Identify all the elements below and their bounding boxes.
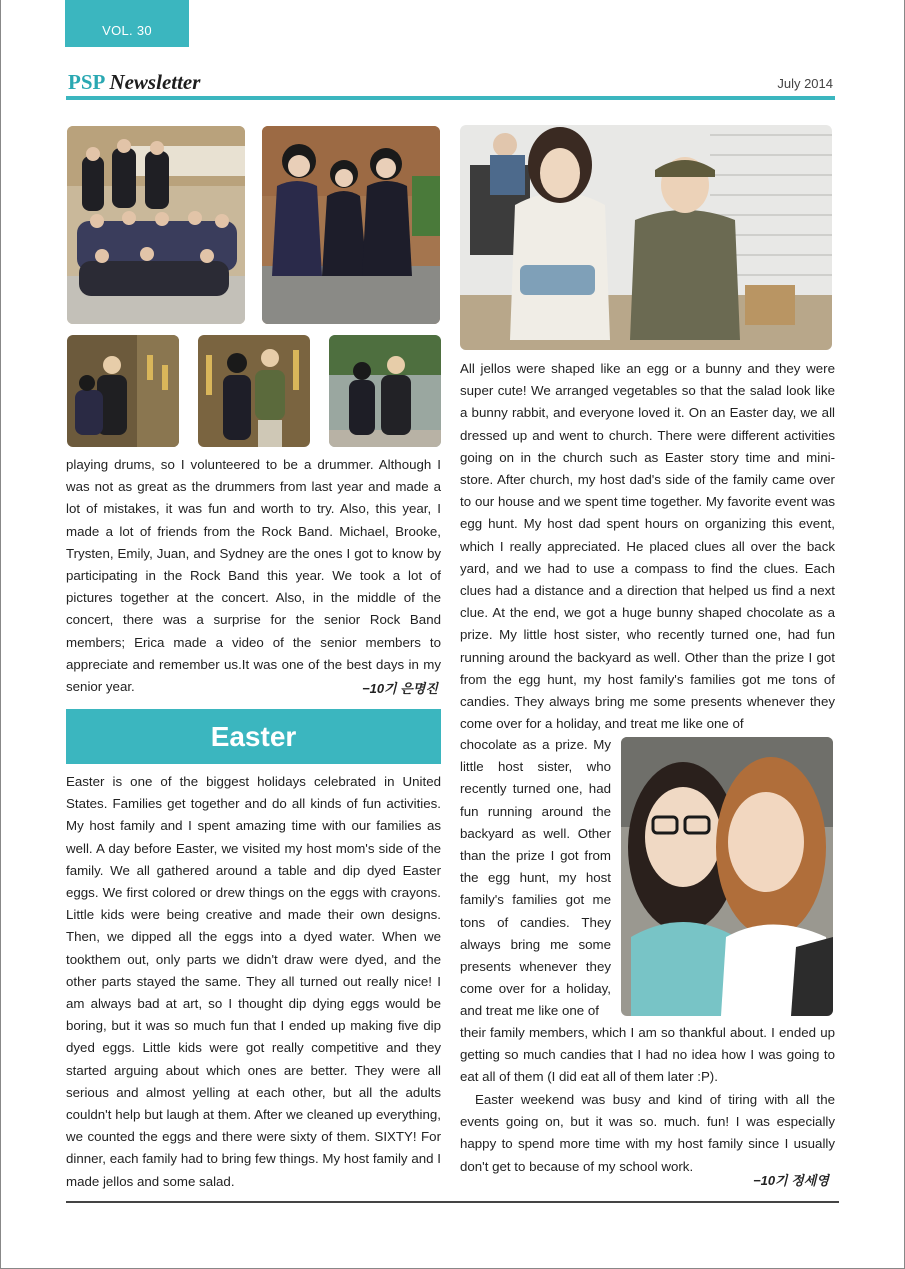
brand-newsletter: Newsletter <box>109 70 201 94</box>
volume-tab: VOL. 30 <box>65 0 189 47</box>
band-group-photo <box>67 126 245 324</box>
couple-trophy-photo <box>198 335 310 447</box>
easter-body-col2-closing: Easter weekend was busy and kind of tiring with all the events going on, but it was so. much. fun! I was especially happy to spend more time with my host family since I usually don't get to because of my school work. <box>460 1092 835 1174</box>
rock-band-article-body: playing drums, so I volunteered to be a drummer. Although I was not as great as the drummers from last year and made a lot of mistakes, it was fun and worth to try. Also, this year, I made a lot of friends from the Rock Band. Michael, Brooke, Trysten, Emily, Juan, and Sydney are the ones I got to know by participating in the Rock Band this year. We took a lot of pictures together at the concert. Also, in the middle of the concert, there was a surprise for the senior Rock Band members; Erica made a video of the senior members to appreciate and remember us.It was one of the best days in my senior year. <box>66 457 441 695</box>
footer-rule <box>66 1201 839 1203</box>
easter-body-col1: Easter is one of the biggest holidays celebrated in United States. Families get together and do all kinds of fun activities. My host family and I spent amazing time with our families as well. A day before Easter, we visited my host mom's side of the family. We all gathered around a table and dip dyed Easter eggs. We first colored or drew things on the eggs with crayons. Little kids were being creative and made their own designs. Then, we dipped all the eggs into a dyed water. When we tookthem out, only parts we didn't draw were dyed, and the other parts stayed the same. They all turned out really nice! I am always bad at art, so I thought dip dying eggs would be boring, but it was so much fun that I ended up making five dip dyed eggs. Little kids were got really competitive and they started arguing about which ones are better. They were all serious and almost yelling at each other, but all the adults couldn't help but laugh at them. After we cleaned up everything, we counted the eggs and there were sixty of them. SIXTY! For dinner, each family had to bring few things. My host family and I made jellos and some salad. <box>66 774 441 1189</box>
pair-outdoor-photo <box>329 335 441 447</box>
brand-logo <box>68 70 200 95</box>
rock-band-signature: −10기 은명진 <box>362 681 438 696</box>
drummer-trophy-photo <box>67 335 179 447</box>
easter-body-col2-bottom: their family members, which I am so thankful about. I ended up getting so much candies that I had no idea how I was going to eat all of them (I did eat all of them later :P). <box>460 1025 835 1085</box>
issue-date: July 2014 <box>777 76 833 91</box>
three-girls-photo <box>262 126 440 324</box>
brand-psp: PSP <box>68 70 105 94</box>
easter-signature: −10기 정세영 <box>753 1173 829 1188</box>
masthead <box>66 70 835 100</box>
easter-heading: Easter <box>66 709 441 764</box>
selfie-photo <box>621 737 833 1016</box>
easter-body-col2-top: All jellos were shaped like an egg or a bunny and they were super cute! We arranged vegetables so that the salad look like a bunny rabbit, and everyone loved it. On an Easter day, we all dressed up and went to church. There were different activities going on in the church such as Easter story time and mini-store. After church, my host dad's side of the family came over to our house and we spent time together. My favorite event was egg hunt. My host dad spent hours on organizing this event, which I really appreciated. He placed clues all over the back yard, and we had to use a compass to find the clues. Each clues had a distance and a direction that helped us find a next clue. At the end, we got a huge bunny shaped chocolate as a prize. My little host sister, who recently turned one, had fun running around the backyard as well. Other than the prize I got from the egg hunt, my host family's families got me tons of candies. They always bring me some presents whenever they come over for a holiday, and treat me like one of <box>460 361 835 732</box>
easter-body-col2-narrow: chocolate as a prize. My little host sister, who recently turned one, had fun running around the backyard as well. Other than the prize I got from the egg hunt, my host family's families got me tons of candies. They always bring me some presents whenever they come over for a holiday, and treat me like one of <box>460 737 611 1019</box>
easter-basket-photo <box>460 125 832 350</box>
